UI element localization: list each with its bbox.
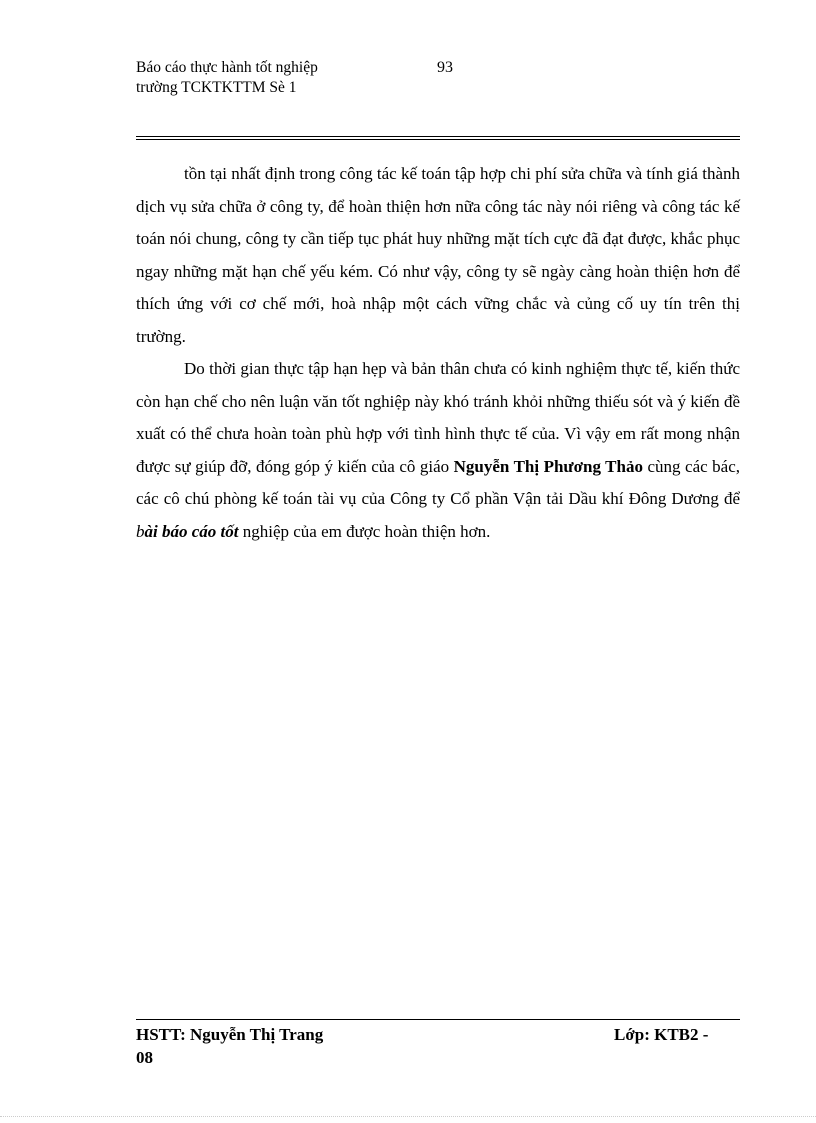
- advisor-name: Nguyễn Thị Phương Thảo: [453, 456, 643, 476]
- page-number: 93: [437, 59, 453, 76]
- document-body: [136, 158, 740, 548]
- paragraph-2-text: Do thời gian thực tập hạn hẹp và bản thân chưa có kinh nghiệm thực tế, kiến thức còn hạn chế cho nên luận văn tốt nghiệp này khó tránh khỏi những thiếu sót và ý kiến đề xuất có thể chưa hoàn toàn phù hợp với tình hình thực tế của. Vì vậy em rất mong nhận được sự giúp đỡ, đóng góp ý kiến của cô giáo: [136, 359, 740, 476]
- paragraph-2-ending: nghiệp của em được hoàn thiện hơn.: [238, 521, 491, 541]
- student-id-suffix: 08: [136, 1048, 153, 1067]
- header-divider: [136, 136, 740, 140]
- student-name: HSTT: Nguyễn Thị Trang: [136, 1025, 324, 1044]
- report-emphasis: ài báo cáo tốt: [144, 521, 239, 541]
- class-info: Lớp: KTB2 -: [614, 1025, 709, 1044]
- page-bottom-border: [0, 1116, 816, 1117]
- paragraph-1: tồn tại nhất định trong công tác kế toán tập hợp chi phí sửa chữa và tính giá thành dịch vụ sửa chữa ở công ty, để hoàn thiện hơn nữa công tác này nói riêng và công tác kế toán nói chung, công ty cần tiếp tục phát huy những mặt tích cực đã đạt được, khắc phục ngay những mặt hạn chế yếu kém. Có như vậy, công ty sẽ ngày càng hoàn thiện hơn để thích ứng với cơ chế mới, hoà nhập một cách vững chắc và củng cố uy tín trên thị trường.: [136, 164, 740, 346]
- emphasis-letter: b: [136, 521, 145, 541]
- header-title-line: Báo cáo thực hành tốt nghiệp: [136, 59, 318, 76]
- paragraph-2-continued: cùng các bác, các cô chú phòng kế toán tài vụ của Công ty Cổ phần Vận tải Dầu khí Đông Dương để: [136, 456, 740, 508]
- header-school-line: trường TCKTKTTM Sè 1: [136, 79, 297, 96]
- student-info: [136, 1023, 323, 1069]
- paragraph-2: [136, 353, 740, 548]
- page-header: [136, 58, 318, 98]
- footer-divider: [136, 1019, 740, 1020]
